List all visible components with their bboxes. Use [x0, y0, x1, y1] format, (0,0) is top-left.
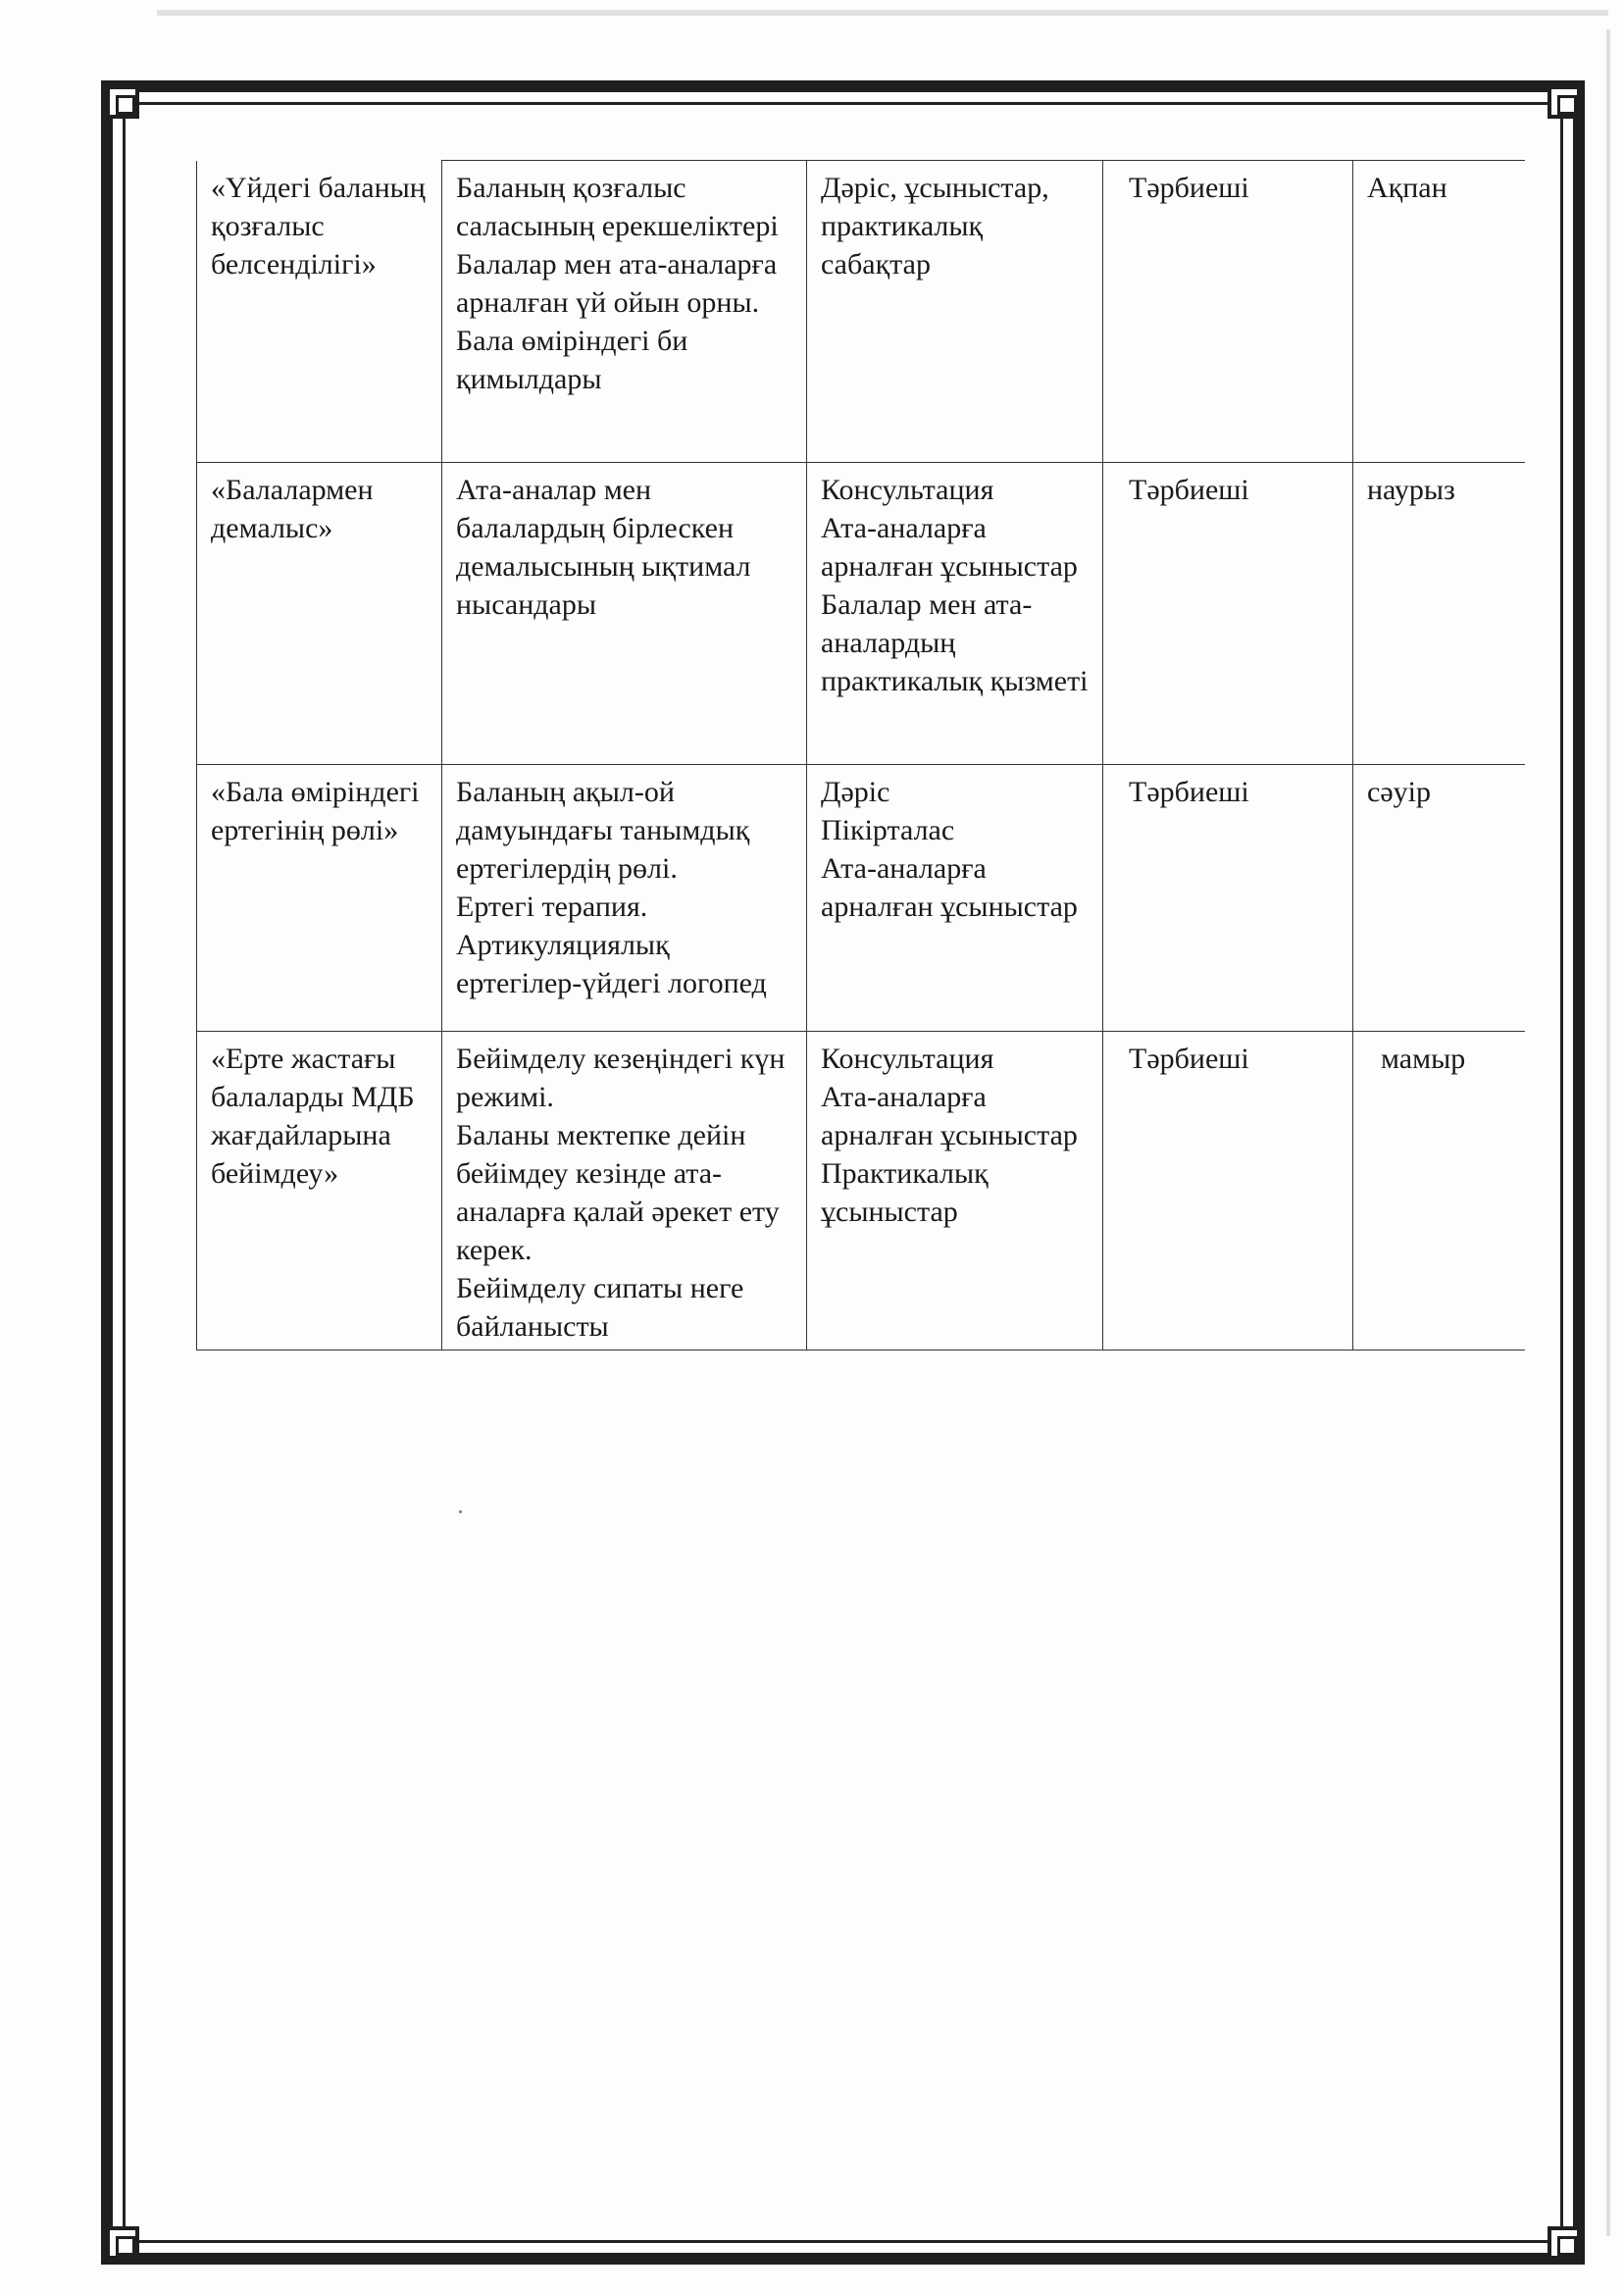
topic-cell — [197, 161, 442, 463]
responsible-text: Тәрбиеші — [1129, 776, 1249, 808]
form-line: Ата-аналарға арналған ұсыныстар — [821, 512, 1078, 583]
content-cell — [442, 765, 807, 1032]
month-text: наурыз — [1367, 474, 1455, 506]
border-corner-ornament — [106, 2226, 139, 2260]
form-line: Дәріс, ұсыныстар, практикалық сабақтар — [821, 172, 1057, 280]
content-line: Бала өміріндегі би қимылдары — [456, 325, 695, 395]
scan-shadow-right — [1606, 29, 1610, 2236]
content-cell — [442, 1032, 807, 1351]
content-line: Баланың қозғалыс саласының ерекшеліктері — [456, 172, 779, 242]
content-line: Баланың ақыл-ой дамуындағы танымдық ертегілердің рөлі. — [456, 776, 757, 885]
form-line: Ата-аналарға арналған ұсыныстар — [821, 1081, 1078, 1151]
content-cell — [442, 463, 807, 765]
responsible-cell — [1103, 765, 1353, 1032]
topic-cell — [197, 1032, 442, 1351]
form-line: Практикалық ұсыныстар — [821, 1157, 996, 1228]
content-line: Артикуляциялық ертегілер-үйдегі логопед — [456, 929, 767, 999]
table-row — [197, 161, 1525, 463]
topic-text: «Бала өміріндегі ертегінің рөлі» — [211, 776, 428, 846]
form-line: Консультация — [821, 1043, 994, 1075]
content-line: Балалар мен ата-аналарға арналған үй ойын орны. — [456, 248, 785, 319]
responsible-text: Тәрбиеші — [1129, 1043, 1249, 1075]
form-cell — [807, 161, 1103, 463]
month-cell — [1353, 161, 1525, 463]
responsible-cell — [1103, 1032, 1353, 1351]
table-row — [197, 765, 1525, 1032]
responsible-text: Тәрбиеші — [1129, 474, 1249, 506]
form-cell — [807, 463, 1103, 765]
topic-cell — [197, 463, 442, 765]
content-line: Ертегі терапия. — [456, 891, 648, 923]
month-cell — [1353, 765, 1525, 1032]
table-row — [197, 463, 1525, 765]
border-corner-ornament — [1548, 2226, 1581, 2260]
form-line: Дәріс — [821, 776, 890, 808]
scan-shadow-top — [157, 10, 1608, 16]
month-text: мамыр — [1381, 1043, 1466, 1075]
topic-text: «Ерте жастағы балаларды МДБ жағдайларына бейімдеу» — [211, 1043, 423, 1190]
scan-speck — [459, 1510, 462, 1513]
responsible-text: Тәрбиеші — [1129, 172, 1249, 204]
topic-cell — [197, 765, 442, 1032]
content-cell — [442, 161, 807, 463]
month-text: сәуір — [1367, 776, 1431, 808]
content-line: Ата-аналар мен балалардың бірлескен демалысының ықтимал нысандары — [456, 474, 759, 621]
form-line: Консультация — [821, 474, 994, 506]
responsible-cell — [1103, 463, 1353, 765]
form-line: Пікірталас — [821, 814, 955, 846]
month-text: Ақпан — [1367, 172, 1447, 204]
content-line: Баланы мектепке дейін бейімдеу кезінде ата-аналарға қалай әрекет ету керек. — [456, 1119, 787, 1266]
form-cell — [807, 765, 1103, 1032]
month-cell — [1353, 1032, 1525, 1351]
form-line: Балалар мен ата-аналардың практикалық қызметі — [821, 588, 1089, 697]
border-corner-ornament — [1548, 85, 1581, 119]
border-corner-ornament — [106, 85, 139, 119]
month-cell — [1353, 463, 1525, 765]
topic-text: «Үйдегі баланың қозғалыс белсенділігі» — [211, 171, 433, 280]
table-row — [197, 1032, 1525, 1351]
content-line: Бейімделу кезеңіндегі күн режимі. — [456, 1043, 792, 1113]
topic-text: «Балалармен демалыс» — [211, 474, 381, 544]
form-cell — [807, 1032, 1103, 1351]
form-line: Ата-аналарға арналған ұсыныстар — [821, 852, 1078, 923]
parent-work-plan-table — [196, 160, 1525, 1351]
responsible-cell — [1103, 161, 1353, 463]
content-line: Бейімделу сипаты неге байланысты — [456, 1272, 751, 1343]
